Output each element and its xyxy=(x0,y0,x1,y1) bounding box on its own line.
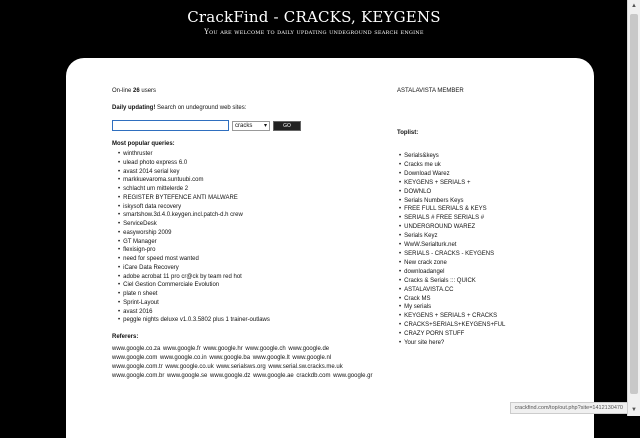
popular-query-item[interactable]: • Ciel Gestion Commerciale Evolution xyxy=(118,281,362,290)
popular-query-item[interactable]: • ulead photo express 6.0 xyxy=(118,159,362,168)
toplist-item[interactable]: • Your site here? xyxy=(399,339,587,348)
scroll-thumb[interactable] xyxy=(630,14,638,394)
vertical-scrollbar[interactable] xyxy=(627,0,640,416)
popular-query-item[interactable]: • avast 2016 xyxy=(118,308,362,317)
toplist-item[interactable]: • DOWNLO xyxy=(399,188,587,197)
referers-links[interactable]: www.google.co.za www.google.fr www.google.hr www.google.ch www.google.de www.google.com www.google.co.in www.google.ba www.google.lt www.google.nl www.google.com.tr www.google.co.uk www.serialsws.org www.serial.sw.cracks.me.uk www.google.com.br www.google.se www.google.dz www.google.ae crackdb.com www.google.gr xyxy=(112,346,373,379)
toplist-item[interactable]: • Serials Keyz xyxy=(399,232,587,241)
popular-query-item[interactable]: • adobe acrobat 11 pro cr@ck by team red hot xyxy=(118,273,362,282)
content-panel xyxy=(66,58,594,438)
popular-query-item[interactable]: • easyworship 2009 xyxy=(118,229,362,238)
toplist-item[interactable]: • WwW.Serialturk.net xyxy=(399,241,587,250)
toplist-item[interactable]: • CRAZY PORN STUFF xyxy=(399,330,587,339)
scroll-down-icon[interactable]: ▼ xyxy=(631,407,637,413)
popular-query-item[interactable]: • GT Manager xyxy=(118,238,362,247)
popular-query-item[interactable]: • iskysoft data recovery xyxy=(118,203,362,212)
toplist-item[interactable]: • downloadangel xyxy=(399,268,587,277)
toplist-item[interactable]: • ASTALAVISTA.CC xyxy=(399,286,587,295)
status-url: crackfind.com/top/out.php?site=1412130470 xyxy=(510,402,628,414)
popular-query-item[interactable]: • smartshow.3d.4.0.keygen.incl.patch-d.h crew xyxy=(118,211,362,220)
category-select[interactable]: cracks ▾ xyxy=(232,121,270,131)
daily-updating: Daily updating! Search on undeground web sites: xyxy=(112,105,247,111)
toplist-item[interactable]: • Serials&keys xyxy=(399,152,587,161)
toplist-item[interactable]: • New crack zone xyxy=(399,259,587,268)
referers-heading: Referers: xyxy=(112,334,139,340)
left-column xyxy=(112,88,373,381)
popular-heading: Most popular queries: xyxy=(112,141,175,147)
popular-query-item[interactable]: • markkuevaroma.suntuubi.com xyxy=(118,176,362,185)
online-users: On-line 26 users xyxy=(112,88,157,94)
toplist-item[interactable]: • Serials Numbers Keys xyxy=(399,197,587,206)
search-input[interactable] xyxy=(112,120,229,131)
popular-query-item[interactable]: • ServiceDesk xyxy=(118,220,362,229)
search-form xyxy=(112,120,362,131)
popular-query-item[interactable]: • Sprint-Layout xyxy=(118,299,362,308)
popular-list xyxy=(112,150,362,325)
popular-query-item[interactable]: • need for speed most wanted xyxy=(118,255,362,264)
popular-query-item[interactable]: • avast 2014 serial key xyxy=(118,168,362,177)
toplist-item[interactable]: • UNDERGROUND WAREZ xyxy=(399,223,587,232)
toplist-item[interactable]: • Download Warez xyxy=(399,170,587,179)
toplist-item[interactable]: • My serials xyxy=(399,303,587,312)
chevron-down-icon: ▾ xyxy=(263,123,267,129)
toplist-item[interactable]: • Crack MS xyxy=(399,295,587,304)
popular-query-item[interactable]: • schlacht um mittelerde 2 xyxy=(118,185,362,194)
right-column xyxy=(397,88,587,348)
toplist-item[interactable]: • KEYGENS + SERIALS + xyxy=(399,179,587,188)
online-count: 26 xyxy=(133,88,140,94)
toplist xyxy=(397,152,587,348)
scroll-up-icon[interactable]: ▲ xyxy=(631,3,637,9)
popular-query-item[interactable]: • REGISTER BYTEFENCE ANTI MALWARE xyxy=(118,194,362,203)
popular-query-item[interactable]: • iCare Data Recovery xyxy=(118,264,362,273)
toplist-item[interactable]: • Cracks & Serials ::: QUICK xyxy=(399,277,587,286)
toplist-item[interactable]: • CRACKS+SERIALS+KEYGENS+FUL xyxy=(399,321,587,330)
member-label: ASTALAVISTA MEMBER xyxy=(397,88,464,94)
toplist-item[interactable]: • SERIALS # FREE SERIALS # xyxy=(399,214,587,223)
site-header xyxy=(0,0,628,60)
toplist-item[interactable]: • Cracks me uk xyxy=(399,161,587,170)
site-tagline: You are welcome to daily updating undeground search engine xyxy=(204,28,424,36)
toplist-item[interactable]: • FREE FULL SERIALS & KEYS xyxy=(399,205,587,214)
toplist-heading: Toplist: xyxy=(397,130,419,136)
toplist-item[interactable]: • SERIALS - CRACKS - KEYGENS xyxy=(399,250,587,259)
popular-query-item[interactable]: • peggle nights deluxe v1.0.3.5802 plus 1 trainer-outlaws xyxy=(118,316,362,325)
popular-query-item[interactable]: • flexisign-pro xyxy=(118,246,362,255)
toplist-item[interactable]: • KEYGENS + SERIALS + CRACKS xyxy=(399,312,587,321)
popular-query-item[interactable]: • winthruster xyxy=(118,150,362,159)
popular-query-item[interactable]: • plate n sheet xyxy=(118,290,362,299)
site-title: CrackFind - CRACKS, KEYGENS xyxy=(187,8,441,26)
go-button[interactable]: GO xyxy=(273,121,301,131)
